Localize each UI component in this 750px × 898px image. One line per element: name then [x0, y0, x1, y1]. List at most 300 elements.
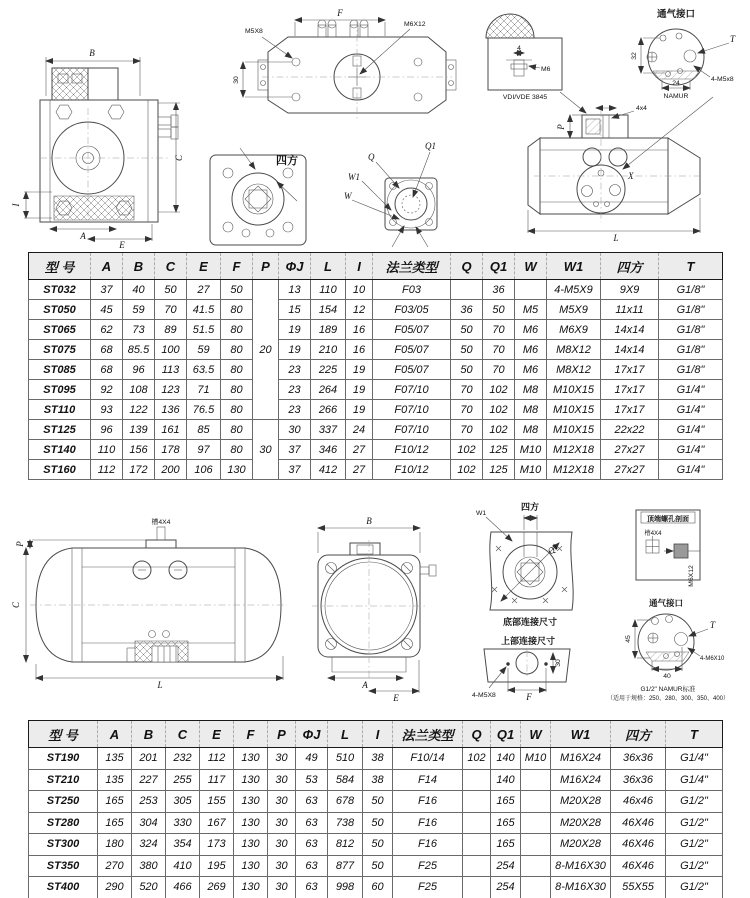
value-cell: 30 [268, 834, 296, 856]
table-row [29, 812, 723, 834]
model-cell: ST210 [29, 769, 98, 791]
value-cell: F03/05 [373, 300, 451, 320]
value-cell: 37 [91, 280, 123, 300]
value-cell: G1/8" [659, 360, 723, 380]
value-cell: M10 [515, 440, 547, 460]
table-row [29, 748, 723, 770]
value-cell [521, 791, 551, 813]
technical-drawings-bottom [0, 480, 750, 718]
value-cell: G1/4" [659, 460, 723, 480]
dim-label-30-bottom: 30 [555, 659, 562, 667]
column-header: A [91, 253, 123, 280]
dim-label-4: 4 [517, 45, 521, 52]
value-cell: 55X55 [611, 877, 666, 898]
value-cell: 27 [346, 460, 373, 480]
value-cell: F05/07 [373, 360, 451, 380]
column-header: E [200, 721, 234, 748]
dim-label-40: 40 [663, 673, 671, 680]
value-cell: 50 [363, 855, 393, 877]
column-header: F [221, 253, 253, 280]
top-view-drawing [233, 8, 456, 120]
value-cell [521, 769, 551, 791]
column-header: Q [463, 721, 491, 748]
value-cell: 16 [346, 320, 373, 340]
value-cell: 812 [328, 834, 363, 856]
value-cell: M16X24 [551, 769, 611, 791]
value-cell: 130 [234, 748, 268, 770]
value-cell: 50 [221, 280, 253, 300]
value-cell: 27 [346, 440, 373, 460]
caption-bottom-connection: 底部连接尺寸 [502, 617, 558, 627]
label-w1-bottom: W1 [476, 510, 487, 517]
value-cell: 678 [328, 791, 363, 813]
value-cell [463, 812, 491, 834]
value-cell: 59 [123, 300, 155, 320]
value-cell: 255 [166, 769, 200, 791]
value-cell: 50 [363, 812, 393, 834]
value-cell: 130 [234, 877, 268, 898]
value-cell: G1/2" [666, 855, 723, 877]
value-cell: M6X9 [547, 320, 601, 340]
table-row [29, 320, 723, 340]
model-cell: ST065 [29, 320, 91, 340]
value-cell: 520 [132, 877, 166, 898]
value-cell: 50 [451, 360, 483, 380]
column-header: C [155, 253, 187, 280]
column-header: 法兰类型 [393, 721, 463, 748]
value-cell: 70 [451, 380, 483, 400]
value-cell: M8X12 [547, 340, 601, 360]
value-cell: M5X9 [547, 300, 601, 320]
value-cell: 40 [123, 280, 155, 300]
merged-value-cell: 20 [253, 280, 279, 420]
value-cell: 14x14 [601, 320, 659, 340]
value-cell [521, 877, 551, 898]
column-header: 法兰类型 [373, 253, 451, 280]
value-cell: 14x14 [601, 340, 659, 360]
column-header: W [515, 253, 547, 280]
value-cell: F25 [393, 877, 463, 898]
value-cell: 225 [311, 360, 346, 380]
value-cell: 112 [200, 748, 234, 770]
value-cell: 49 [296, 748, 328, 770]
value-cell: 165 [491, 834, 521, 856]
column-header: 型 号 [29, 721, 98, 748]
value-cell: 189 [311, 320, 346, 340]
table-row [29, 340, 723, 360]
value-cell: 8-M16X30 [551, 855, 611, 877]
value-cell: 154 [311, 300, 346, 320]
value-cell: M8 [515, 420, 547, 440]
value-cell: 36x36 [611, 769, 666, 791]
model-cell: ST125 [29, 420, 91, 440]
value-cell: 165 [98, 812, 132, 834]
label-q: Q [368, 152, 375, 162]
value-cell: 19 [346, 360, 373, 380]
value-cell: F16 [393, 791, 463, 813]
value-cell: 135 [98, 769, 132, 791]
value-cell: 62 [91, 320, 123, 340]
value-cell: 130 [221, 460, 253, 480]
value-cell: 15 [279, 300, 311, 320]
value-cell: 269 [200, 877, 234, 898]
value-cell: 155 [200, 791, 234, 813]
model-cell: ST300 [29, 834, 98, 856]
value-cell: G1/8" [659, 300, 723, 320]
value-cell: 63 [296, 855, 328, 877]
value-cell: M10X15 [547, 400, 601, 420]
value-cell: F07/10 [373, 400, 451, 420]
value-cell: 19 [279, 320, 311, 340]
value-cell: 85 [187, 420, 221, 440]
table-row [29, 380, 723, 400]
value-cell: 136 [155, 400, 187, 420]
column-header: T [659, 253, 723, 280]
value-cell: 30 [268, 748, 296, 770]
value-cell: F07/10 [373, 420, 451, 440]
value-cell: 17x17 [601, 360, 659, 380]
dim-label-p-bottom: P [15, 541, 25, 547]
value-cell: 70 [155, 300, 187, 320]
value-cell: F10/12 [373, 460, 451, 480]
value-cell: F05/07 [373, 340, 451, 360]
value-cell: 51.5 [187, 320, 221, 340]
value-cell: G1/8" [659, 340, 723, 360]
value-cell: 19 [346, 380, 373, 400]
value-cell: 130 [234, 769, 268, 791]
value-cell: 23 [279, 400, 311, 420]
column-header: B [123, 253, 155, 280]
table-row [29, 769, 723, 791]
label-cao4x4: 槽4X4 [151, 519, 171, 526]
value-cell: G1/2" [666, 812, 723, 834]
model-cell: ST280 [29, 812, 98, 834]
value-cell: M10X15 [547, 380, 601, 400]
value-cell [463, 834, 491, 856]
value-cell: 17x17 [601, 400, 659, 420]
merged-value-cell: 30 [253, 420, 279, 480]
column-header: L [328, 721, 363, 748]
value-cell: 172 [123, 460, 155, 480]
value-cell: 156 [123, 440, 155, 460]
value-cell: F05/07 [373, 320, 451, 340]
value-cell: 738 [328, 812, 363, 834]
value-cell: 73 [123, 320, 155, 340]
value-cell: 877 [328, 855, 363, 877]
column-header: Q1 [491, 721, 521, 748]
column-header: P [253, 253, 279, 280]
value-cell: G1/2" [666, 877, 723, 898]
value-cell: 50 [155, 280, 187, 300]
column-header: 型 号 [29, 253, 91, 280]
column-header: L [311, 253, 346, 280]
label-q1-bottom: Q1 [545, 541, 561, 557]
value-cell: 135 [98, 748, 132, 770]
dimensions-table-small-models [28, 252, 723, 480]
value-cell: 96 [123, 360, 155, 380]
value-cell: 41.5 [187, 300, 221, 320]
column-header: W1 [551, 721, 611, 748]
value-cell [521, 834, 551, 856]
small-models-table-wrap [28, 252, 722, 480]
value-cell: 167 [200, 812, 234, 834]
label-x: X [628, 171, 634, 181]
label-m6: M6 [541, 66, 551, 73]
dim-label-e-bottom: E [393, 693, 399, 703]
value-cell: 71 [187, 380, 221, 400]
vent-title-bottom: 通气接口 [648, 598, 684, 608]
value-cell: 100 [155, 340, 187, 360]
dim-label-45: 45 [625, 635, 632, 643]
table-row [29, 855, 723, 877]
table-row [29, 360, 723, 380]
value-cell: 232 [166, 748, 200, 770]
table-row [29, 400, 723, 420]
model-cell: ST032 [29, 280, 91, 300]
value-cell: 89 [155, 320, 187, 340]
bottom-flange-view-drawing [344, 141, 437, 247]
value-cell: 117 [200, 769, 234, 791]
value-cell [463, 877, 491, 898]
model-cell: ST075 [29, 340, 91, 360]
value-cell: 27 [187, 280, 221, 300]
value-cell: 123 [155, 380, 187, 400]
value-cell: 17x17 [601, 380, 659, 400]
value-cell: 140 [491, 748, 521, 770]
value-cell: M6 [515, 340, 547, 360]
value-cell: G1/8" [659, 280, 723, 300]
value-cell: 19 [279, 340, 311, 360]
dim-label-p: P [556, 124, 566, 130]
value-cell [515, 280, 547, 300]
value-cell: 50 [451, 340, 483, 360]
value-cell: 108 [123, 380, 155, 400]
value-cell: 12 [346, 300, 373, 320]
value-cell: 998 [328, 877, 363, 898]
value-cell: 125 [483, 460, 515, 480]
value-cell: 13 [279, 280, 311, 300]
value-cell: 30 [268, 855, 296, 877]
value-cell: G1/4" [666, 748, 723, 770]
label-4-m6x10: 4-M6X10 [700, 656, 725, 662]
value-cell: F16 [393, 834, 463, 856]
value-cell: 23 [279, 360, 311, 380]
value-cell: M10 [521, 748, 551, 770]
label-4-m5x8: 4-M5x8 [711, 76, 734, 83]
table-row [29, 791, 723, 813]
value-cell: 113 [155, 360, 187, 380]
model-cell: ST140 [29, 440, 91, 460]
value-cell: 125 [483, 440, 515, 460]
value-cell: 102 [463, 748, 491, 770]
value-cell: 210 [311, 340, 346, 360]
value-cell: 53 [296, 769, 328, 791]
value-cell: 346 [311, 440, 346, 460]
value-cell: M10X15 [547, 420, 601, 440]
value-cell: 92 [91, 380, 123, 400]
dim-label-i: I [11, 203, 21, 207]
dim-label-l: L [613, 233, 619, 243]
value-cell: 173 [200, 834, 234, 856]
value-cell: 330 [166, 812, 200, 834]
value-cell: 70 [451, 420, 483, 440]
value-cell: 180 [98, 834, 132, 856]
value-cell: 97 [187, 440, 221, 460]
value-cell: 304 [132, 812, 166, 834]
value-cell: 200 [155, 460, 187, 480]
label-t-bottom: T [710, 620, 716, 630]
value-cell: F07/10 [373, 380, 451, 400]
value-cell: 70 [483, 340, 515, 360]
dim-label-b-bottom: B [366, 516, 372, 526]
table-row [29, 420, 723, 440]
value-cell: 68 [91, 340, 123, 360]
column-header: 四方 [611, 721, 666, 748]
value-cell: 305 [166, 791, 200, 813]
model-cell: ST050 [29, 300, 91, 320]
column-header: I [346, 253, 373, 280]
column-header: Q1 [483, 253, 515, 280]
dimensions-table-large-models [28, 720, 723, 898]
value-cell: 510 [328, 748, 363, 770]
model-cell: ST160 [29, 460, 91, 480]
value-cell: 584 [328, 769, 363, 791]
value-cell: 178 [155, 440, 187, 460]
value-cell: 46x46 [611, 791, 666, 813]
label-m5x8: M5X8 [245, 28, 263, 35]
dim-label-b: B [89, 48, 95, 58]
value-cell [463, 791, 491, 813]
value-cell: 85.5 [123, 340, 155, 360]
section-box-title: 顶端螺孔剖面 [647, 516, 689, 523]
value-cell: 11x11 [601, 300, 659, 320]
large-models-table-wrap [28, 720, 722, 898]
value-cell: G1/8" [659, 320, 723, 340]
value-cell: M20X28 [551, 812, 611, 834]
column-header: P [268, 721, 296, 748]
value-cell: G1/4" [659, 440, 723, 460]
value-cell: 8-M16X30 [551, 877, 611, 898]
value-cell: F10/12 [373, 440, 451, 460]
value-cell: 68 [91, 360, 123, 380]
value-cell: 254 [491, 855, 521, 877]
value-cell: 16 [346, 340, 373, 360]
label-w: W [344, 191, 352, 201]
column-header: W [521, 721, 551, 748]
value-cell: 63 [296, 791, 328, 813]
value-cell: 80 [221, 320, 253, 340]
value-cell: F16 [393, 812, 463, 834]
label-m6x12-section: M6X12 [688, 565, 695, 587]
value-cell: 102 [483, 380, 515, 400]
value-cell: M12X18 [547, 460, 601, 480]
table-row [29, 440, 723, 460]
value-cell: 80 [221, 340, 253, 360]
value-cell: 76.5 [187, 400, 221, 420]
value-cell: 22x22 [601, 420, 659, 440]
value-cell [521, 812, 551, 834]
model-cell: ST085 [29, 360, 91, 380]
value-cell: 46X46 [611, 812, 666, 834]
value-cell: 46X46 [611, 855, 666, 877]
column-header: ΦJ [296, 721, 328, 748]
value-cell: 110 [91, 440, 123, 460]
dim-label-l-bottom: L [157, 680, 163, 690]
label-cao4x4-section: 槽4X4 [644, 530, 662, 537]
value-cell: 130 [234, 834, 268, 856]
vent-title: 通气接口 [656, 9, 696, 20]
model-cell: ST250 [29, 791, 98, 813]
value-cell: 30 [279, 420, 311, 440]
dim-label-24: 24 [672, 80, 680, 87]
value-cell: 130 [234, 812, 268, 834]
label-4x4: 4x4 [636, 105, 647, 112]
dim-label-e: E [119, 240, 125, 250]
value-cell: 102 [451, 460, 483, 480]
model-cell: ST190 [29, 748, 98, 770]
label-q1: Q1 [425, 141, 436, 151]
value-cell: 102 [483, 400, 515, 420]
value-cell: 80 [221, 420, 253, 440]
value-cell: G1/2" [666, 834, 723, 856]
value-cell: 50 [451, 320, 483, 340]
model-cell: ST400 [29, 877, 98, 898]
dim-label-30: 30 [233, 76, 240, 84]
value-cell: 63 [296, 834, 328, 856]
label-namur: NAMUR [663, 93, 689, 100]
value-cell: 50 [483, 300, 515, 320]
value-cell: 253 [132, 791, 166, 813]
value-cell [521, 855, 551, 877]
value-cell: 36 [451, 300, 483, 320]
value-cell: 80 [221, 380, 253, 400]
dim-label-f-bottom: F [526, 692, 532, 702]
value-cell: 96 [91, 420, 123, 440]
value-cell: 161 [155, 420, 187, 440]
column-header: A [98, 721, 132, 748]
dim-label-a: A [80, 231, 86, 241]
value-cell: F10/14 [393, 748, 463, 770]
value-cell: G1/4" [659, 400, 723, 420]
value-cell: M16X24 [551, 748, 611, 770]
table-row [29, 877, 723, 898]
value-cell: 36 [483, 280, 515, 300]
value-cell: 324 [132, 834, 166, 856]
value-cell: F03 [373, 280, 451, 300]
value-cell: F14 [393, 769, 463, 791]
value-cell: M8 [515, 400, 547, 420]
label-sifang-bottom: 四方 [520, 502, 540, 512]
value-cell: M6 [515, 360, 547, 380]
value-cell: 122 [123, 400, 155, 420]
label-sifang: 四方 [276, 155, 298, 167]
value-cell: 112 [91, 460, 123, 480]
caption-applicable-sizes: （适用于规格：250、280、300、350、400） [606, 696, 730, 702]
column-header: I [363, 721, 393, 748]
value-cell: 63.5 [187, 360, 221, 380]
value-cell: 139 [123, 420, 155, 440]
value-cell: 10 [346, 280, 373, 300]
value-cell [463, 855, 491, 877]
column-header: C [166, 721, 200, 748]
value-cell: 165 [491, 812, 521, 834]
value-cell: M8X12 [547, 360, 601, 380]
value-cell: 130 [234, 791, 268, 813]
value-cell: 93 [91, 400, 123, 420]
value-cell: 80 [221, 360, 253, 380]
caption-top-connection: 上部连接尺寸 [500, 636, 556, 646]
value-cell: 70 [483, 360, 515, 380]
